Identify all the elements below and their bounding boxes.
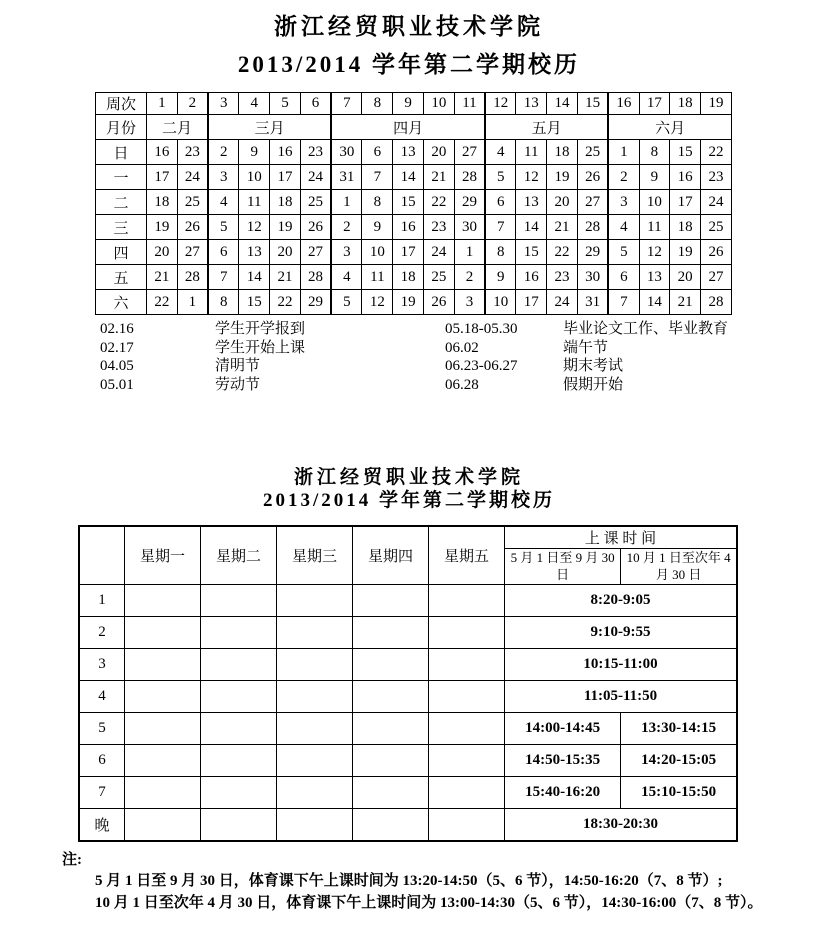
date-cell: 28 — [300, 265, 331, 290]
period-label: 4 — [79, 681, 125, 713]
schedule-empty-cell — [125, 649, 201, 681]
date-cell: 13 — [393, 140, 424, 165]
day-of-week-label: 五 — [96, 265, 147, 290]
key-date-left: 04.05 — [100, 358, 134, 374]
date-cell: 26 — [577, 165, 608, 190]
week-number-cell: 12 — [485, 93, 516, 115]
date-cell: 17 — [393, 240, 424, 265]
period-time-winter: 15:10-15:50 — [621, 777, 737, 809]
date-cell: 5 — [608, 240, 639, 265]
period-label: 7 — [79, 777, 125, 809]
schedule-empty-cell — [201, 745, 277, 777]
date-cell: 10 — [639, 190, 670, 215]
calendar-table — [95, 92, 732, 315]
calendar-date-row — [96, 290, 732, 315]
date-cell: 24 — [547, 290, 578, 315]
date-cell: 9 — [485, 265, 516, 290]
period-label: 1 — [79, 585, 125, 617]
date-cell: 22 — [701, 140, 732, 165]
date-cell: 31 — [577, 290, 608, 315]
note-line-summer: 5 月 1 日至 9 月 30 日，体育课下午上课时间为 13:20-14:50（5、6 节），14:50-16:20（7、8 节）; — [95, 872, 723, 889]
day-of-week-label: 一 — [96, 165, 147, 190]
calendar-month-row — [96, 115, 732, 140]
date-cell: 10 — [485, 290, 516, 315]
schedule-empty-cell — [201, 777, 277, 809]
date-cell: 24 — [300, 165, 331, 190]
schedule-empty-cell — [201, 713, 277, 745]
schedule-empty-cell — [429, 649, 505, 681]
key-event-right: 端午节 — [563, 339, 609, 356]
document-subtitle: 2013/2014 学年第二学期校历 — [237, 52, 581, 77]
date-cell: 14 — [516, 215, 547, 240]
period-label: 3 — [79, 649, 125, 681]
schedule-empty-cell — [125, 777, 201, 809]
week-number-cell: 11 — [454, 93, 485, 115]
period-time: 10:15-11:00 — [505, 649, 738, 681]
week-number-cell: 13 — [516, 93, 547, 115]
key-event-left: 学生开学报到 — [215, 321, 306, 337]
key-date-left: 02.16 — [100, 321, 134, 337]
schedule-period-row — [79, 585, 737, 617]
date-cell: 11 — [239, 190, 270, 215]
schedule-header-row — [79, 526, 737, 549]
schedule-empty-cell — [125, 681, 201, 713]
schedule-empty-cell — [353, 617, 429, 649]
date-cell: 25 — [300, 190, 331, 215]
date-cell: 18 — [393, 265, 424, 290]
schedule-empty-cell — [353, 745, 429, 777]
date-cell: 28 — [577, 215, 608, 240]
winter-range-header: 10 月 1 日至次年 4 月 30 日 — [621, 549, 737, 585]
day-of-week-label: 四 — [96, 240, 147, 265]
date-cell: 20 — [547, 190, 578, 215]
period-label: 5 — [79, 713, 125, 745]
week-number-cell: 15 — [577, 93, 608, 115]
date-cell: 13 — [639, 265, 670, 290]
date-cell: 24 — [701, 190, 732, 215]
schedule-empty-cell — [429, 713, 505, 745]
month-cell: 二月 — [147, 115, 209, 140]
period-time-summer: 15:40-16:20 — [505, 777, 621, 809]
calendar-date-row — [96, 265, 732, 290]
note-line-winter: 10 月 1 日至次年 4 月 30 日，体育课下午上课时间为 13:00-14:30（5、6 节），14:30-16:00（7、8 节）。 — [95, 894, 763, 911]
key-date-right: 06.02 — [445, 339, 479, 356]
weekday-header: 星期一 — [125, 526, 201, 585]
date-cell: 21 — [670, 290, 701, 315]
date-cell: 7 — [485, 215, 516, 240]
key-date-left: 02.17 — [100, 339, 134, 356]
period-time-summer: 14:50-15:35 — [505, 745, 621, 777]
period-time: 18:30-20:30 — [505, 809, 738, 841]
key-event-left: 学生开始上课 — [215, 339, 306, 356]
day-of-week-label: 三 — [96, 215, 147, 240]
date-cell: 16 — [516, 265, 547, 290]
weekday-header: 星期三 — [277, 526, 353, 585]
key-date-right: 06.23-06.27 — [445, 358, 518, 374]
period-label: 2 — [79, 617, 125, 649]
week-number-cell: 6 — [300, 93, 331, 115]
key-date-right: 05.18-05.30 — [445, 321, 518, 337]
week-number-cell: 18 — [670, 93, 701, 115]
date-cell: 5 — [331, 290, 362, 315]
date-cell: 23 — [701, 165, 732, 190]
week-number-cell: 8 — [362, 93, 393, 115]
date-cell: 8 — [362, 190, 393, 215]
date-cell: 25 — [701, 215, 732, 240]
date-cell: 16 — [393, 215, 424, 240]
date-cell: 23 — [300, 140, 331, 165]
schedule-empty-cell — [429, 585, 505, 617]
schedule-empty-cell — [277, 681, 353, 713]
date-cell: 20 — [670, 265, 701, 290]
week-row-label: 周次 — [96, 93, 147, 115]
schedule-empty-cell — [277, 745, 353, 777]
date-cell: 20 — [270, 240, 301, 265]
period-time: 8:20-9:05 — [505, 585, 738, 617]
date-cell: 28 — [177, 265, 208, 290]
schedule-empty-cell — [277, 585, 353, 617]
period-time-summer: 14:00-14:45 — [505, 713, 621, 745]
date-cell: 4 — [608, 215, 639, 240]
date-cell: 22 — [424, 190, 455, 215]
date-cell: 8 — [208, 290, 239, 315]
schedule-empty-cell — [429, 777, 505, 809]
date-cell: 4 — [485, 140, 516, 165]
date-cell: 15 — [670, 140, 701, 165]
schedule-empty-cell — [277, 777, 353, 809]
schedule-empty-cell — [125, 617, 201, 649]
date-cell: 14 — [239, 265, 270, 290]
week-number-cell: 9 — [393, 93, 424, 115]
date-cell: 1 — [177, 290, 208, 315]
notes-label: 注: — [62, 851, 82, 868]
date-cell: 29 — [300, 290, 331, 315]
date-cell: 25 — [577, 140, 608, 165]
schedule-empty-cell — [353, 777, 429, 809]
date-cell: 26 — [701, 240, 732, 265]
schedule-period-row — [79, 809, 737, 841]
schedule-empty-cell — [429, 617, 505, 649]
date-cell: 7 — [608, 290, 639, 315]
date-cell: 22 — [547, 240, 578, 265]
schedule-empty-cell — [277, 713, 353, 745]
date-cell: 2 — [608, 165, 639, 190]
document-title: 浙江经贸职业技术学院 — [274, 14, 544, 39]
date-cell: 23 — [177, 140, 208, 165]
date-cell: 4 — [208, 190, 239, 215]
calendar-week-row — [96, 93, 732, 115]
date-cell: 30 — [577, 265, 608, 290]
period-time-winter: 13:30-14:15 — [621, 713, 737, 745]
date-cell: 5 — [208, 215, 239, 240]
schedule-title: 浙江经贸职业技术学院 — [293, 467, 524, 488]
key-date-row — [100, 320, 818, 339]
weekday-header: 星期二 — [201, 526, 277, 585]
date-cell: 6 — [208, 240, 239, 265]
date-cell: 15 — [516, 240, 547, 265]
date-cell: 25 — [177, 190, 208, 215]
date-cell: 16 — [270, 140, 301, 165]
date-cell: 9 — [639, 165, 670, 190]
date-cell: 19 — [393, 290, 424, 315]
date-cell: 12 — [239, 215, 270, 240]
schedule-empty-cell — [201, 649, 277, 681]
schedule-empty-cell — [429, 809, 505, 841]
key-date-left: 05.01 — [100, 376, 134, 393]
month-cell: 六月 — [608, 115, 731, 140]
date-cell: 30 — [331, 140, 362, 165]
date-cell: 30 — [454, 215, 485, 240]
period-time: 11:05-11:50 — [505, 681, 738, 713]
date-cell: 18 — [270, 190, 301, 215]
date-cell: 21 — [547, 215, 578, 240]
weekday-header: 星期五 — [429, 526, 505, 585]
date-cell: 17 — [147, 165, 178, 190]
date-cell: 26 — [424, 290, 455, 315]
key-event-right: 毕业论文工作、毕业教育 — [563, 321, 729, 337]
date-cell: 21 — [270, 265, 301, 290]
date-cell: 8 — [485, 240, 516, 265]
date-cell: 31 — [331, 165, 362, 190]
date-cell: 21 — [424, 165, 455, 190]
date-cell: 3 — [608, 190, 639, 215]
date-cell: 24 — [177, 165, 208, 190]
date-cell: 19 — [547, 165, 578, 190]
calendar-date-row — [96, 240, 732, 265]
notes-section — [62, 850, 818, 914]
date-cell: 11 — [362, 265, 393, 290]
date-cell: 19 — [147, 215, 178, 240]
schedule-period-row — [79, 681, 737, 713]
schedule-empty-cell — [201, 585, 277, 617]
calendar-date-row — [96, 140, 732, 165]
calendar-date-row — [96, 165, 732, 190]
week-number-cell: 4 — [239, 93, 270, 115]
date-cell: 17 — [516, 290, 547, 315]
schedule-empty-cell — [125, 809, 201, 841]
week-number-cell: 17 — [639, 93, 670, 115]
date-cell: 26 — [300, 215, 331, 240]
schedule-empty-cell — [201, 809, 277, 841]
date-cell: 21 — [147, 265, 178, 290]
date-cell: 11 — [639, 215, 670, 240]
schedule-table — [78, 525, 738, 842]
date-cell: 22 — [270, 290, 301, 315]
schedule-empty-cell — [277, 617, 353, 649]
date-cell: 18 — [547, 140, 578, 165]
date-cell: 27 — [177, 240, 208, 265]
calendar-date-row — [96, 215, 732, 240]
week-number-cell: 16 — [608, 93, 639, 115]
date-cell: 23 — [547, 265, 578, 290]
school-calendar-document — [0, 12, 818, 926]
date-cell: 7 — [362, 165, 393, 190]
date-cell: 15 — [393, 190, 424, 215]
key-event-left: 清明节 — [215, 358, 261, 374]
date-cell: 28 — [454, 165, 485, 190]
date-cell: 17 — [670, 190, 701, 215]
date-cell: 29 — [454, 190, 485, 215]
date-cell: 19 — [670, 240, 701, 265]
date-cell: 10 — [239, 165, 270, 190]
date-cell: 20 — [424, 140, 455, 165]
date-cell: 20 — [147, 240, 178, 265]
date-cell: 2 — [331, 215, 362, 240]
schedule-subtitle: 2013/2014 学年第二学期校历 — [262, 490, 556, 511]
week-number-cell: 5 — [270, 93, 301, 115]
month-cell: 五月 — [485, 115, 608, 140]
schedule-period-row — [79, 777, 737, 809]
date-cell: 26 — [177, 215, 208, 240]
schedule-empty-cell — [353, 681, 429, 713]
schedule-empty-cell — [353, 649, 429, 681]
key-event-right: 假期开始 — [563, 376, 624, 393]
date-cell: 27 — [701, 265, 732, 290]
week-number-cell: 10 — [424, 93, 455, 115]
date-cell: 2 — [208, 140, 239, 165]
key-event-right: 期末考试 — [563, 358, 624, 374]
schedule-period-row — [79, 617, 737, 649]
date-cell: 27 — [300, 240, 331, 265]
period-label: 6 — [79, 745, 125, 777]
date-cell: 6 — [362, 140, 393, 165]
week-number-cell: 7 — [331, 93, 362, 115]
schedule-period-row — [79, 745, 737, 777]
date-cell: 11 — [516, 140, 547, 165]
date-cell: 17 — [270, 165, 301, 190]
date-cell: 4 — [331, 265, 362, 290]
date-cell: 7 — [208, 265, 239, 290]
day-of-week-label: 二 — [96, 190, 147, 215]
month-cell: 四月 — [331, 115, 485, 140]
key-date-row — [100, 357, 818, 376]
period-time-winter: 14:20-15:05 — [621, 745, 737, 777]
period-label: 晚 — [79, 809, 125, 841]
key-event-left: 劳动节 — [215, 376, 261, 393]
date-cell: 1 — [608, 140, 639, 165]
date-cell: 9 — [362, 215, 393, 240]
date-cell: 9 — [239, 140, 270, 165]
date-cell: 16 — [670, 165, 701, 190]
date-cell: 22 — [147, 290, 178, 315]
schedule-empty-cell — [125, 745, 201, 777]
date-cell: 12 — [516, 165, 547, 190]
week-number-cell: 14 — [547, 93, 578, 115]
date-cell: 25 — [424, 265, 455, 290]
date-cell: 5 — [485, 165, 516, 190]
month-cell: 三月 — [208, 115, 331, 140]
schedule-period-row — [79, 649, 737, 681]
date-cell: 18 — [147, 190, 178, 215]
schedule-empty-cell — [353, 585, 429, 617]
schedule-empty-cell — [125, 713, 201, 745]
date-cell: 8 — [639, 140, 670, 165]
date-cell: 2 — [454, 265, 485, 290]
date-cell: 13 — [516, 190, 547, 215]
date-cell: 1 — [331, 190, 362, 215]
day-of-week-label: 六 — [96, 290, 147, 315]
date-cell: 18 — [670, 215, 701, 240]
date-cell: 15 — [239, 290, 270, 315]
date-cell: 6 — [485, 190, 516, 215]
schedule-empty-cell — [429, 681, 505, 713]
date-cell: 10 — [362, 240, 393, 265]
schedule-period-row — [79, 713, 737, 745]
date-cell: 16 — [147, 140, 178, 165]
date-cell: 27 — [577, 190, 608, 215]
date-cell: 1 — [454, 240, 485, 265]
week-number-cell: 2 — [177, 93, 208, 115]
schedule-empty-cell — [201, 617, 277, 649]
schedule-empty-cell — [277, 809, 353, 841]
date-cell: 14 — [639, 290, 670, 315]
date-cell: 3 — [208, 165, 239, 190]
date-cell: 27 — [454, 140, 485, 165]
schedule-empty-cell — [429, 745, 505, 777]
date-cell: 23 — [424, 215, 455, 240]
day-of-week-label: 日 — [96, 140, 147, 165]
schedule-empty-cell — [353, 809, 429, 841]
key-date-row — [100, 376, 818, 395]
date-cell: 12 — [639, 240, 670, 265]
summer-range-header: 5 月 1 日至 9 月 30 日 — [505, 549, 621, 585]
date-cell: 3 — [454, 290, 485, 315]
key-date-right: 06.28 — [445, 376, 479, 393]
week-number-cell: 3 — [208, 93, 239, 115]
schedule-corner-cell — [79, 526, 125, 585]
schedule-empty-cell — [125, 585, 201, 617]
date-cell: 12 — [362, 290, 393, 315]
date-cell: 3 — [331, 240, 362, 265]
date-cell: 29 — [577, 240, 608, 265]
date-cell: 13 — [239, 240, 270, 265]
schedule-empty-cell — [277, 649, 353, 681]
date-cell: 19 — [270, 215, 301, 240]
period-time: 9:10-9:55 — [505, 617, 738, 649]
key-dates-list — [100, 320, 818, 394]
schedule-empty-cell — [353, 713, 429, 745]
schedule-empty-cell — [201, 681, 277, 713]
month-row-label: 月份 — [96, 115, 147, 140]
calendar-date-row — [96, 190, 732, 215]
week-number-cell: 19 — [701, 93, 732, 115]
class-time-header: 上 课 时 间 — [505, 526, 738, 549]
key-date-row — [100, 339, 818, 358]
date-cell: 24 — [424, 240, 455, 265]
date-cell: 6 — [608, 265, 639, 290]
date-cell: 14 — [393, 165, 424, 190]
week-number-cell: 1 — [147, 93, 178, 115]
date-cell: 28 — [701, 290, 732, 315]
weekday-header: 星期四 — [353, 526, 429, 585]
